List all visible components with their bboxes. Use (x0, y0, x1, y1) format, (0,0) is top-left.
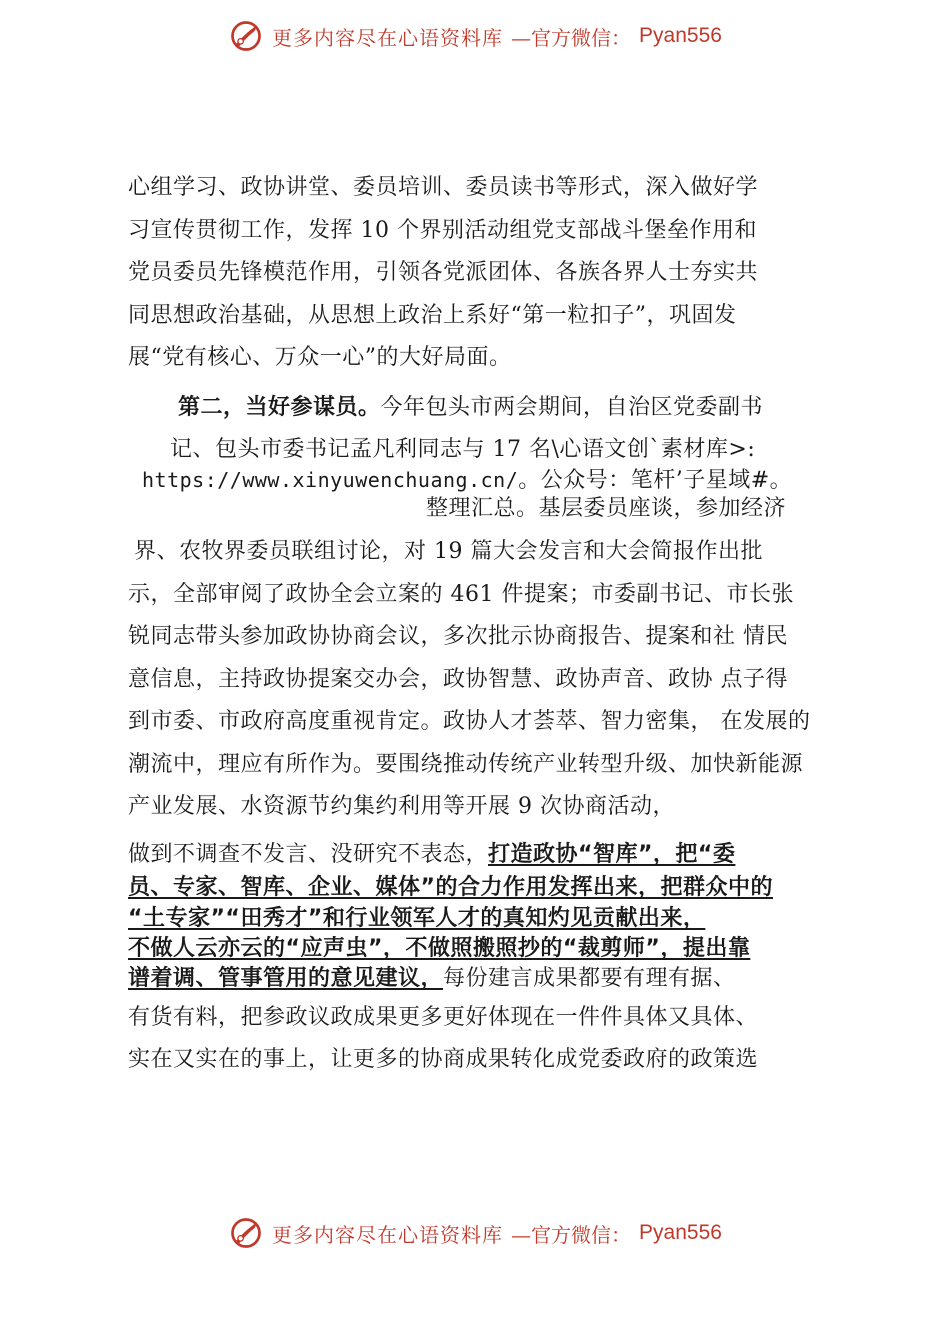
pen-logo-icon (228, 1215, 264, 1251)
text-segment: 今年包头市两会期间，自治区党委副书 (380, 395, 764, 420)
text-line: 潮流中，理应有所作为。要围绕推动传统产业转型升级、加快新能源 (128, 752, 804, 777)
text-line (128, 964, 736, 994)
text-line: 实在又实在的事上，让更多的协商成果转化成党委政府的政策选 (128, 1047, 759, 1072)
text-line (128, 840, 735, 870)
text-line: 同思想政治基础，从思想上政治上系好“第一粒扣子”，巩固发 (128, 303, 737, 328)
text-line: 示，全部审阅了政协全会立案的 461 件提案；市委副书记、市长张 (128, 582, 794, 607)
text-line: 锐同志带头参加政协协商会议，多次批示协商报告、提案和社 情民 (128, 624, 788, 649)
banner-separator: —官方微信： (511, 25, 632, 50)
footer-banner (0, 1211, 950, 1255)
text-segment: 每份建言成果都要有理有据、 (443, 966, 736, 991)
text-line: 习宣传贯彻工作，发挥 10 个界别活动组党支部战斗堡垒作用和 (128, 218, 757, 243)
emphasis-line: “土专家”“田秀才”和行业领军人才的真知灼见贡献出来， (128, 906, 706, 931)
banner-account: Pyan556 (639, 24, 722, 47)
text-line: 记、包头市委书记孟凡利同志与 17 名\心语文创`素材库>: (170, 437, 756, 462)
banner-text: 更多内容尽在心语资料库 (272, 25, 504, 50)
text-line (178, 393, 763, 423)
text-line: 展“党有核心、万众一心”的大好局面。 (128, 345, 512, 370)
text-line: 到市委、市政府高度重视肯定。政协人才荟萃、智力密集， 在发展的 (128, 709, 811, 734)
emphasis-text: 谱着调、管事管用的意见建议， (128, 966, 444, 991)
text-line: 心组学习、政协讲堂、委员培训、委员读书等形式，深入做好学 (128, 175, 759, 200)
banner-separator: —官方微信： (511, 1222, 632, 1247)
text-line: 产业发展、水资源节约集约利用等开展 9 次协商活动， (128, 794, 675, 819)
emphasis-text: 打造政协“智库”，把“委 (488, 842, 736, 867)
text-line: 界、农牧界委员联组讨论，对 19 篇大会发言和大会简报作出批 (134, 539, 763, 564)
banner-account: Pyan556 (639, 1221, 722, 1244)
emphasis-line: 不做人云亦云的“应声虫”，不做照搬照抄的“裁剪师”，提出靠 (128, 936, 751, 961)
banner-text: 更多内容尽在心语资料库 (272, 1222, 504, 1247)
text-line: 党员委员先锋模范作用，引领各党派团体、各族各界人士夯实共 (128, 260, 759, 285)
text-line (142, 465, 792, 496)
section-lead: 第二，当好参谋员。 (178, 395, 381, 420)
text-segment: 。公众号：笔杆’子星域#。 (518, 468, 793, 493)
text-segment: 做到不调查不发言、没研究不表态， (128, 842, 489, 867)
emphasis-line: 员、专家、智库、企业、媒体”的合力作用发挥出来，把群众中的 (128, 875, 773, 900)
header-banner (0, 14, 950, 58)
text-line: 意信息，主持政协提案交办会，政协智慧、政协声音、政协 点子得 (128, 667, 788, 692)
text-line: 整理汇总。基层委员座谈，参加经济 (426, 496, 787, 521)
pen-logo-icon (228, 18, 264, 54)
url-text: https://www.xinyuwenchuang.cn/ (142, 468, 519, 492)
text-line: 有货有料，把参政议政成果更多更好体现在一件件具体又具体、 (128, 1005, 759, 1030)
